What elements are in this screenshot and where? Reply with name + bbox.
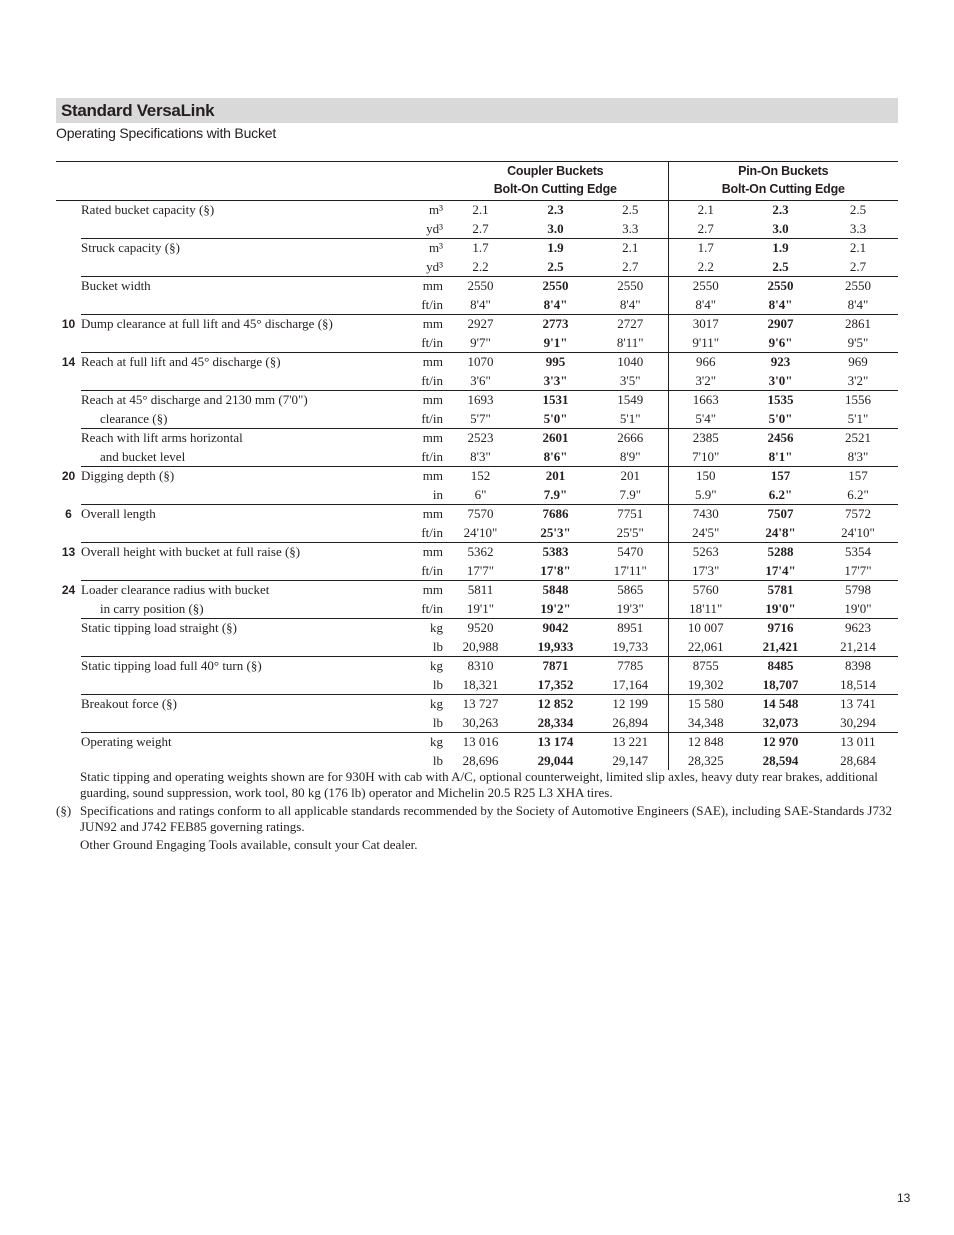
unit-label: kg: [391, 733, 443, 752]
value-cell: 13 727: [443, 695, 518, 714]
value-cell: 8'11": [616, 334, 644, 350]
value-cell: 5362: [443, 543, 518, 562]
value-cell: 9'11": [668, 334, 743, 353]
value-cell: 2.1: [593, 239, 668, 258]
value-cell: 1.7: [668, 239, 743, 258]
table-row: [56, 429, 898, 448]
row-label: [81, 657, 391, 695]
value-cell: 24'10": [841, 524, 875, 540]
unit-label: yd³: [426, 258, 443, 274]
value-cell: 12 970: [743, 733, 818, 752]
value-cell: 18,707: [762, 676, 799, 692]
footnotes: [56, 769, 898, 855]
table-subtitle: Operating Specifications with Bucket: [56, 125, 277, 141]
value-cell: 5848: [518, 581, 593, 600]
section-title: Standard VersaLink: [61, 101, 215, 120]
value-cell: 3'3": [543, 372, 568, 388]
row-ref-number: 24: [61, 582, 76, 597]
value-cell: 8'4": [668, 296, 743, 315]
unit-label: in: [432, 486, 443, 502]
value-cell: 22,061: [668, 638, 743, 657]
row-label-text: Digging depth (§): [81, 468, 175, 483]
value-cell: 8'1": [768, 448, 793, 464]
coupler-buckets-header: [443, 162, 668, 201]
value-cell: 7507: [743, 505, 818, 524]
value-cell: 12 199: [593, 695, 668, 714]
value-cell: 20,988: [462, 638, 499, 654]
table-header: [56, 162, 898, 201]
value-cell: 9716: [743, 619, 818, 638]
value-cell: 15 580: [668, 695, 743, 714]
value-cell: 9'6": [768, 334, 793, 350]
value-cell: 19'2": [540, 600, 571, 616]
row-ref-number: 20: [61, 468, 76, 483]
value-cell: 5263: [668, 543, 743, 562]
row-label-text: Reach at full lift and 45° discharge (§): [81, 354, 281, 369]
unit-label: ft/in: [421, 600, 443, 616]
value-cell: 19,733: [612, 638, 649, 654]
value-cell: 2550: [818, 277, 898, 296]
value-cell: 2.1: [668, 201, 743, 220]
row-ref-number: 14: [61, 354, 76, 369]
table-row: [56, 353, 898, 372]
value-cell: 19'1": [466, 600, 495, 616]
row-label: [81, 239, 391, 277]
value-cell: 7.9": [619, 486, 642, 502]
value-cell: 966: [668, 353, 743, 372]
value-cell: 2.5: [849, 202, 867, 217]
value-cell: 8'6": [543, 448, 568, 464]
row-label-text: Reach with lift arms horizontal: [81, 430, 243, 445]
value-cell: 3.3: [622, 220, 639, 236]
value-cell: 7.9": [543, 486, 568, 502]
value-cell: 1535: [743, 391, 818, 410]
value-cell: 2.2: [668, 258, 743, 277]
value-cell: 2.3: [772, 202, 789, 217]
value-cell: 13 221: [593, 733, 668, 752]
table-row: [56, 239, 898, 258]
value-cell: 995: [518, 353, 593, 372]
value-cell: 17'3": [668, 562, 743, 581]
value-cell: 1.9: [743, 239, 818, 258]
row-ref-number: [56, 695, 81, 733]
value-cell: 19,302: [668, 676, 743, 695]
row-label-text: Static tipping load full 40° turn (§): [81, 658, 262, 673]
value-cell: 9520: [443, 619, 518, 638]
row-ref-number: 13: [61, 544, 76, 559]
value-cell: 2773: [518, 315, 593, 334]
row-label-text: Loader clearance radius with bucket: [81, 582, 270, 597]
row-label: [81, 695, 391, 733]
unit-label: lb: [432, 638, 443, 654]
value-cell: 8951: [593, 619, 668, 638]
value-cell: 9623: [818, 619, 898, 638]
row-ref-number: [56, 657, 81, 695]
value-cell: 969: [818, 353, 898, 372]
unit-label: kg: [391, 619, 443, 638]
value-cell: 25'3": [540, 524, 571, 540]
value-cell: 2523: [443, 429, 518, 448]
value-cell: 9'5": [847, 334, 869, 350]
unit-label: ft/in: [421, 334, 443, 350]
value-cell: 8'4": [768, 296, 793, 312]
row-label: [81, 619, 391, 657]
value-cell: 17'7": [844, 562, 872, 578]
table-row: [56, 733, 898, 752]
value-cell: 5'1": [619, 410, 641, 426]
value-cell: 12 852: [518, 695, 593, 714]
value-cell: 7686: [518, 505, 593, 524]
row-ref-number: [56, 201, 81, 239]
value-cell: 5288: [743, 543, 818, 562]
value-cell: 28,325: [668, 752, 743, 771]
row-label-text: Bucket width: [81, 278, 151, 293]
value-cell: 1693: [443, 391, 518, 410]
value-cell: 13 011: [818, 733, 898, 752]
value-cell: 17'8": [540, 562, 571, 578]
footnote: [56, 769, 898, 801]
value-cell: 34,348: [668, 714, 743, 733]
value-cell: 2.5: [772, 258, 789, 274]
value-cell: 8'4": [619, 296, 641, 312]
value-cell: 8310: [443, 657, 518, 676]
row-label: [81, 391, 391, 429]
value-cell: 2.2: [472, 258, 489, 274]
footnote: [56, 803, 898, 835]
value-cell: 8398: [818, 657, 898, 676]
row-ref-number: [56, 429, 81, 467]
value-cell: 2550: [593, 277, 668, 296]
value-cell: 13 174: [518, 733, 593, 752]
section-banner: [56, 98, 898, 123]
value-cell: 3'2": [668, 372, 743, 391]
row-label: [81, 201, 391, 239]
value-cell: 1040: [593, 353, 668, 372]
table-row: [56, 467, 898, 486]
value-cell: 25'5": [616, 524, 644, 540]
row-label-text: Operating weight: [81, 734, 172, 749]
value-cell: 18'11": [668, 600, 743, 619]
value-cell: 3'6": [470, 372, 491, 388]
table-row: [56, 581, 898, 600]
value-cell: 201: [518, 467, 593, 486]
row-label-text: Reach at 45° discharge and 2130 mm (7'0"): [81, 392, 308, 407]
value-cell: 30,263: [462, 714, 499, 730]
pinon-buckets-header: [668, 162, 898, 201]
row-ref-number: [56, 277, 81, 315]
value-cell: 8485: [743, 657, 818, 676]
row-label: [81, 733, 391, 771]
pinon-header-line2: Bolt-On Cutting Edge: [721, 182, 845, 196]
row-label-continuation: and bucket level: [100, 448, 186, 464]
value-cell: 2.1: [472, 202, 489, 217]
footnote: [56, 837, 898, 853]
value-cell: 923: [743, 353, 818, 372]
value-cell: 26,894: [612, 714, 649, 730]
row-label-text: Overall height with bucket at full raise (§): [81, 544, 301, 559]
value-cell: 2907: [743, 315, 818, 334]
row-label: [81, 315, 391, 353]
row-ref-number: 6: [65, 506, 72, 521]
value-cell: 32,073: [762, 714, 799, 730]
value-cell: 7430: [668, 505, 743, 524]
value-cell: 8'3": [847, 448, 869, 464]
unit-label: mm: [391, 315, 443, 334]
row-label-continuation: in carry position (§): [100, 600, 204, 616]
row-label: [81, 505, 391, 543]
value-cell: 2385: [668, 429, 743, 448]
value-cell: 2.7: [622, 258, 639, 274]
value-cell: 2550: [668, 277, 743, 296]
row-label-text: Static tipping load straight (§): [81, 620, 237, 635]
value-cell: 1531: [518, 391, 593, 410]
value-cell: 5760: [668, 581, 743, 600]
table-row: [56, 543, 898, 562]
pinon-header-line1: Pin-On Buckets: [738, 164, 829, 178]
row-ref-number: [56, 391, 81, 429]
table-row: [56, 277, 898, 296]
value-cell: 21,421: [762, 638, 799, 654]
value-cell: 8'4": [847, 296, 869, 312]
value-cell: 18,321: [462, 676, 499, 692]
table-row: [56, 619, 898, 638]
value-cell: 24'10": [463, 524, 498, 540]
value-cell: 28,684: [840, 752, 876, 768]
value-cell: 17'11": [613, 562, 647, 578]
row-label: [81, 429, 391, 467]
value-cell: 30,294: [840, 714, 876, 730]
table-row: [56, 505, 898, 524]
unit-label: mm: [391, 581, 443, 600]
value-cell: 18,514: [840, 676, 876, 692]
value-cell: 19'0": [765, 600, 796, 616]
unit-label: ft/in: [421, 296, 443, 312]
value-cell: 5781: [743, 581, 818, 600]
value-cell: 17,164: [612, 676, 649, 692]
value-cell: 8'3": [470, 448, 491, 464]
unit-label: ft/in: [421, 410, 443, 426]
unit-label: mm: [391, 353, 443, 372]
value-cell: 2666: [593, 429, 668, 448]
value-cell: 3.3: [849, 220, 867, 236]
row-ref-number: 10: [61, 316, 76, 331]
value-cell: 17,352: [537, 676, 574, 692]
value-cell: 3017: [668, 315, 743, 334]
value-cell: 28,594: [762, 752, 799, 768]
value-cell: 150: [668, 467, 743, 486]
row-label: [81, 581, 391, 619]
value-cell: 152: [443, 467, 518, 486]
row-label-text: Overall length: [81, 506, 156, 521]
unit-label: ft/in: [421, 448, 443, 464]
value-cell: 2550: [743, 277, 818, 296]
value-cell: 2601: [518, 429, 593, 448]
value-cell: 1556: [818, 391, 898, 410]
value-cell: 3'2": [847, 372, 869, 388]
row-label: [81, 353, 391, 391]
unit-label: mm: [391, 505, 443, 524]
unit-label: kg: [391, 657, 443, 676]
spec-table: [56, 161, 898, 770]
unit-label: mm: [391, 391, 443, 410]
value-cell: 7572: [818, 505, 898, 524]
value-cell: 201: [593, 467, 668, 486]
row-label: [81, 543, 391, 581]
row-label: [81, 467, 391, 505]
value-cell: 7785: [593, 657, 668, 676]
value-cell: 14 548: [743, 695, 818, 714]
value-cell: 8'4": [470, 296, 491, 312]
unit-label: m³: [428, 202, 443, 217]
unit-label: mm: [391, 277, 443, 296]
value-cell: 1.7: [443, 239, 518, 258]
value-cell: 7570: [443, 505, 518, 524]
value-cell: 1070: [443, 353, 518, 372]
value-cell: 5'0": [543, 410, 568, 426]
value-cell: 1663: [668, 391, 743, 410]
unit-label: lb: [432, 752, 443, 768]
value-cell: 7'10": [668, 448, 743, 467]
value-cell: 12 848: [668, 733, 743, 752]
value-cell: 5'7": [470, 410, 491, 426]
value-cell: 3'0": [768, 372, 793, 388]
unit-label: kg: [391, 695, 443, 714]
value-cell: 2.3: [547, 202, 564, 217]
value-cell: 9'7": [470, 334, 491, 350]
value-cell: 8'9": [619, 448, 641, 464]
row-label-text: Rated bucket capacity (§): [81, 202, 215, 217]
value-cell: 2.5: [622, 202, 639, 217]
value-cell: 2.7: [668, 220, 743, 239]
unit-label: mm: [391, 429, 443, 448]
value-cell: 5'0": [768, 410, 793, 426]
value-cell: 19,933: [537, 638, 574, 654]
value-cell: 19'3": [616, 600, 644, 616]
footnote-mark: (§): [56, 803, 72, 818]
footnote-text: Specifications and ratings conform to all applicable standards recommended by the Society of Automotive Engineers (SAE), including SAE-Standards J732 JUN92 and J742 FEB85 governing ratings.: [80, 803, 892, 834]
value-cell: 28,334: [537, 714, 574, 730]
row-label-text: Dump clearance at full lift and 45° discharge (§): [81, 316, 333, 331]
value-cell: 21,214: [840, 638, 876, 654]
value-cell: 2727: [593, 315, 668, 334]
value-cell: 5354: [818, 543, 898, 562]
value-cell: 2.5: [547, 258, 564, 274]
table-row: [56, 201, 898, 220]
value-cell: 24'8": [765, 524, 796, 540]
value-cell: 10 007: [668, 619, 743, 638]
value-cell: 3.0: [547, 220, 564, 236]
value-cell: 5798: [818, 581, 898, 600]
value-cell: 19'0": [844, 600, 872, 616]
value-cell: 3.0: [772, 220, 789, 236]
unit-label: lb: [432, 714, 443, 730]
value-cell: 17'4": [765, 562, 796, 578]
unit-label: ft/in: [421, 524, 443, 540]
value-cell: 8755: [668, 657, 743, 676]
value-cell: 6.2": [768, 486, 793, 502]
value-cell: 2861: [818, 315, 898, 334]
table-row: [56, 695, 898, 714]
value-cell: 13 016: [443, 733, 518, 752]
value-cell: 7871: [518, 657, 593, 676]
value-cell: 29,044: [537, 752, 574, 768]
value-cell: 28,696: [462, 752, 499, 768]
value-cell: 2456: [743, 429, 818, 448]
value-cell: 2.1: [818, 239, 898, 258]
coupler-header-line1: Coupler Buckets: [507, 164, 604, 178]
row-ref-number: [56, 619, 81, 657]
row-label: [81, 277, 391, 315]
value-cell: 8'4": [543, 296, 568, 312]
value-cell: 1.9: [518, 239, 593, 258]
unit-label: lb: [432, 676, 443, 692]
coupler-header-line2: Bolt-On Cutting Edge: [493, 182, 617, 196]
value-cell: 2.7: [472, 220, 489, 236]
value-cell: 1549: [593, 391, 668, 410]
value-cell: 29,147: [612, 752, 649, 768]
value-cell: 5865: [593, 581, 668, 600]
unit-label: yd³: [426, 220, 443, 236]
value-cell: 13 741: [818, 695, 898, 714]
unit-label: ft/in: [421, 562, 443, 578]
value-cell: 5'1": [847, 410, 869, 426]
footnote-text: Static tipping and operating weights shown are for 930H with cab with A/C, optional counterweight, limited slip axles, heavy duty rear brakes, additional guarding, sound suppression, work tool, 80 kg (176 lb) operator and Michelin 20.5 R25 L3 XHA tires.: [80, 769, 878, 800]
value-cell: 9'1": [543, 334, 568, 350]
value-cell: 7751: [593, 505, 668, 524]
value-cell: 5811: [443, 581, 518, 600]
unit-label: ft/in: [421, 372, 443, 388]
value-cell: 2.7: [849, 258, 867, 274]
value-cell: 2521: [818, 429, 898, 448]
value-cell: 2550: [518, 277, 593, 296]
table-row: [56, 315, 898, 334]
value-cell: 157: [743, 467, 818, 486]
value-cell: 24'5": [668, 524, 743, 543]
row-label-continuation: clearance (§): [100, 410, 168, 426]
value-cell: 2550: [443, 277, 518, 296]
table-row: [56, 657, 898, 676]
value-cell: 2927: [443, 315, 518, 334]
value-cell: 5470: [593, 543, 668, 562]
row-ref-number: [56, 733, 81, 771]
unit-label: mm: [391, 467, 443, 486]
unit-label: m³: [391, 239, 443, 258]
value-cell: 157: [818, 467, 898, 486]
row-ref-number: [56, 239, 81, 277]
table-row: [56, 391, 898, 410]
unit-label: mm: [391, 543, 443, 562]
footnote-text: Other Ground Engaging Tools available, consult your Cat dealer.: [80, 837, 418, 852]
value-cell: 5383: [518, 543, 593, 562]
page-number: 13: [897, 1191, 911, 1205]
value-cell: 5'4": [668, 410, 743, 429]
row-label-text: Struck capacity (§): [81, 240, 180, 255]
value-cell: 6": [474, 486, 487, 502]
value-cell: 3'5": [619, 372, 641, 388]
value-cell: 5.9": [668, 486, 743, 505]
row-label-text: Breakout force (§): [81, 696, 178, 711]
value-cell: 17'7": [466, 562, 495, 578]
value-cell: 9042: [518, 619, 593, 638]
value-cell: 6.2": [847, 486, 869, 502]
